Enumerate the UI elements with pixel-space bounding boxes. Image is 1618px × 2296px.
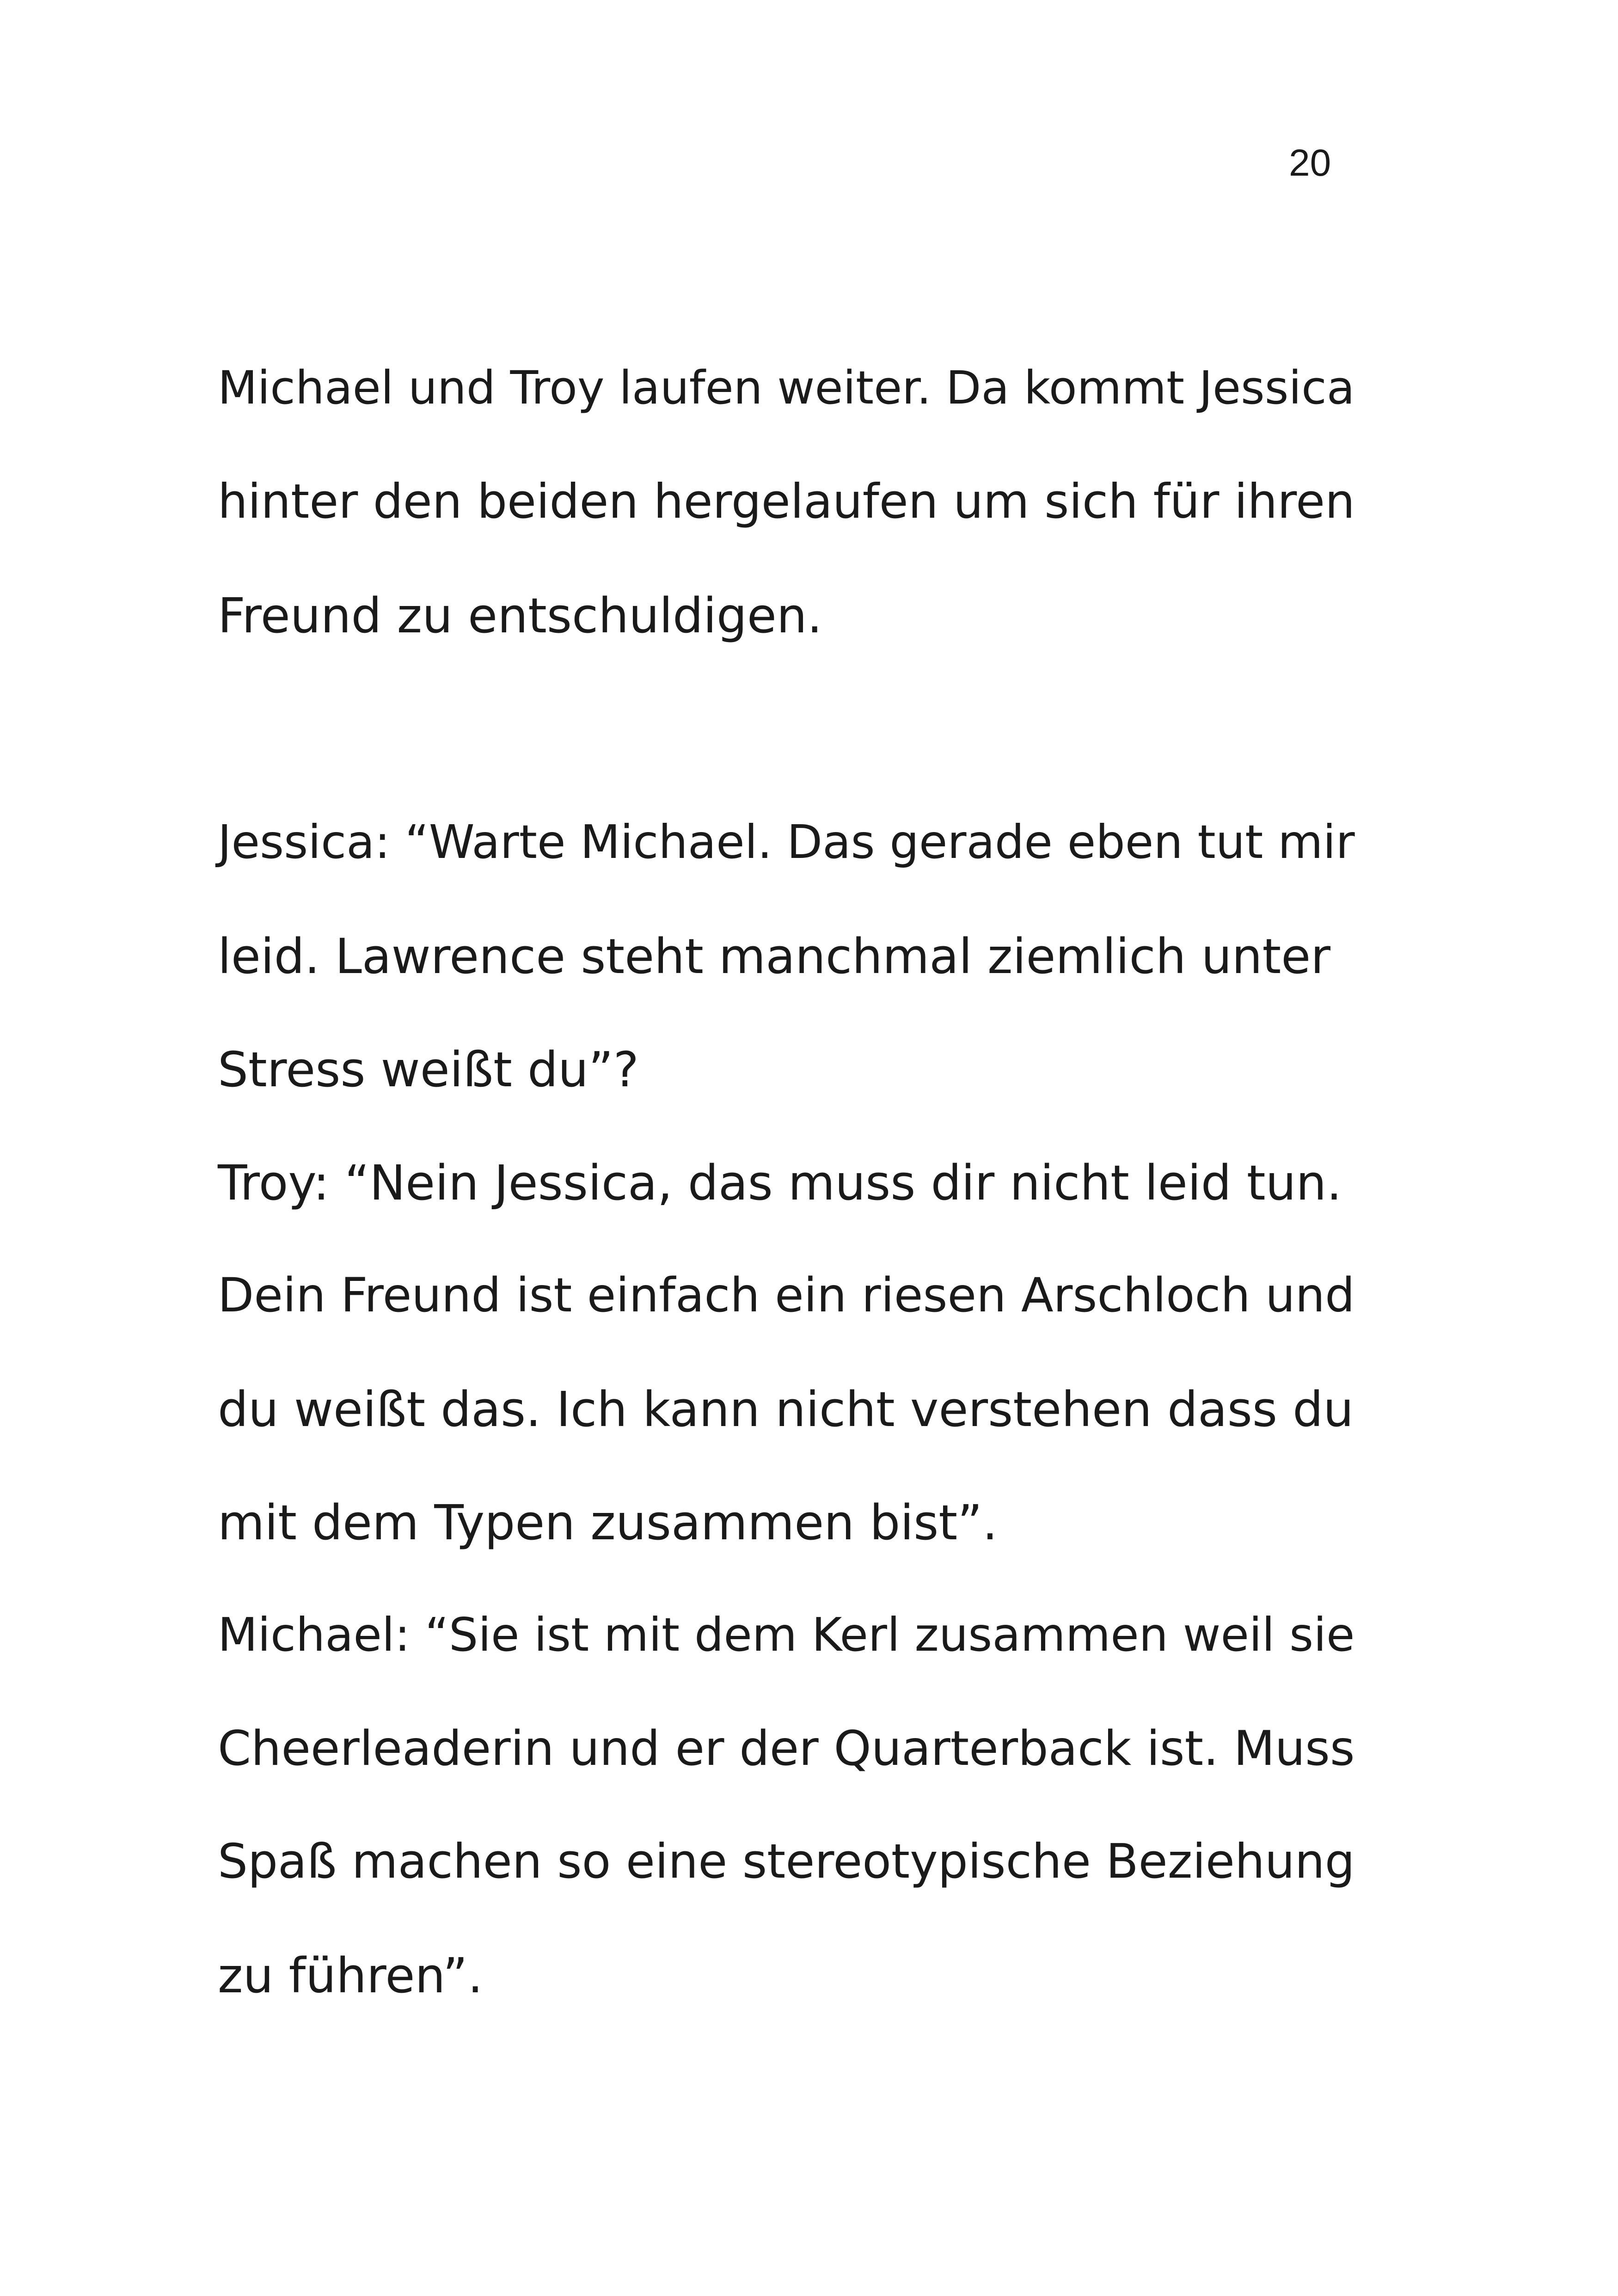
- text-line-14: zu führen”.: [218, 1947, 483, 2004]
- text-line-2: hinter den beiden hergelaufen um sich für ihren: [218, 474, 1355, 529]
- text-line-11: Michael: “Sie ist mit dem Kerl zusammen weil sie: [218, 1608, 1355, 1662]
- text-line-10: mit dem Typen zusammen bist”.: [218, 1494, 998, 1551]
- text-line-7: Troy: “Nein Jessica, das muss dir nicht leid tun.: [218, 1155, 1342, 1211]
- text-line-5: leid. Lawrence steht manchmal ziemlich unter: [218, 928, 1331, 985]
- text-line-6: Stress weißt du”?: [218, 1041, 639, 1098]
- text-line-9: du weißt das. Ich kann nicht verstehen dass du: [218, 1381, 1354, 1438]
- text-line-4: Jessica: “Warte Michael. Das gerade eben tut mir: [218, 815, 1355, 869]
- text-line-13: Spaß machen so eine stereotypische Beziehung: [218, 1834, 1355, 1889]
- text-line-3: Freund zu entschuldigen.: [218, 588, 822, 644]
- text-line-8: Dein Freund ist einfach ein riesen Arschloch und: [218, 1268, 1355, 1322]
- text-line-12: Cheerleaderin und er der Quarterback ist. Muss: [218, 1721, 1355, 1776]
- page-number: 20: [1289, 142, 1331, 184]
- text-line-1: Michael und Troy laufen weiter. Da kommt Jessica: [218, 361, 1355, 415]
